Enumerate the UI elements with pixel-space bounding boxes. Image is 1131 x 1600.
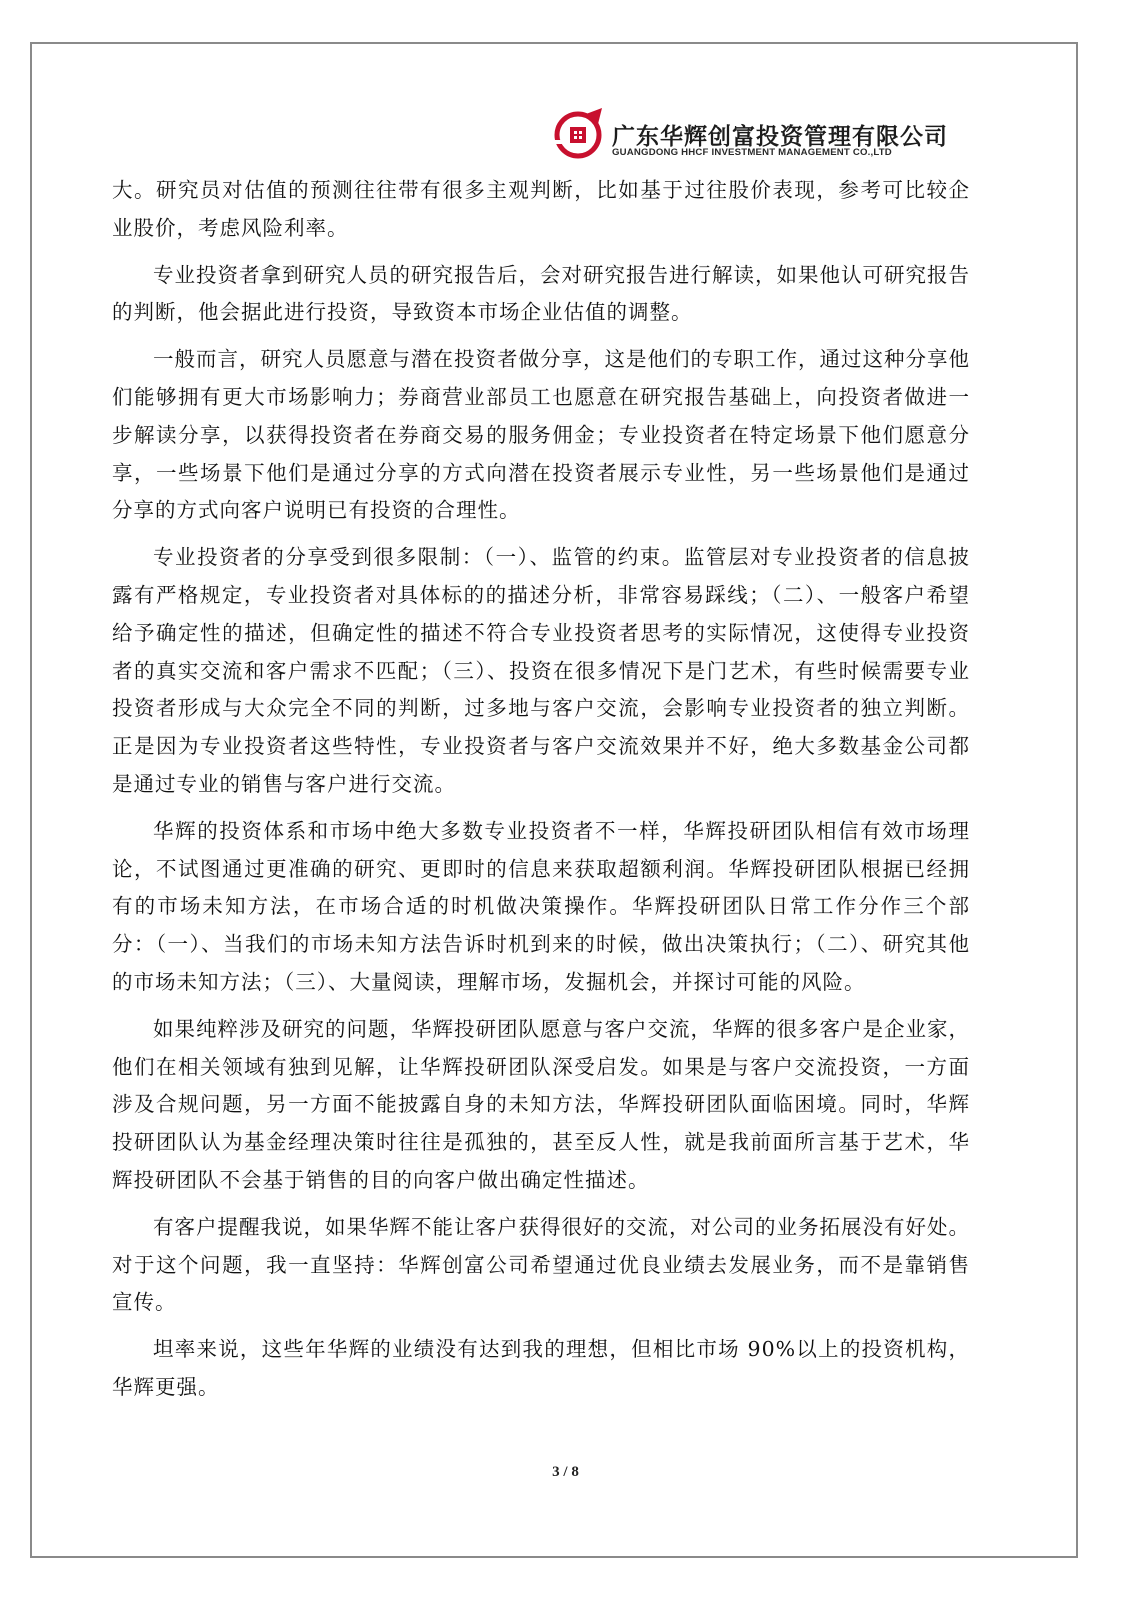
paragraph: 专业投资者的分享受到很多限制：（一）、监管的约束。监管层对专业投资者的信息披露有严格规定，专业投资者对具体标的的描述分析，非常容易踩线；（二）、一般客户希望给予确定性的描述，但确定性的描述不符合专业投资者思考的实际情况，这使得专业投资者的真实交流和客户需求不匹配；（三）、投资在很多情况下是门艺术，有些时候需要专业投资者形成与大众完全不同的判断，过多地与客户交流，会影响专业投资者的独立判断。正是因为专业投资者这些特性，专业投资者与客户交流效果并不好，绝大多数基金公司都是通过专业的销售与客户进行交流。 bbox=[112, 545, 970, 796]
company-name-en: GUANGDONG HHCF INVESTMENT MANAGEMENT CO.,LTD bbox=[612, 147, 892, 158]
paragraph: 有客户提醒我说，如果华辉不能让客户获得很好的交流，对公司的业务拓展没有好处。对于这个问题，我一直坚持：华辉创富公司希望通过优良业绩去发展业务，而不是靠销售宣传。 bbox=[112, 1214, 970, 1315]
paragraph: 一般而言，研究人员愿意与潜在投资者做分享，这是他们的专职工作，通过这种分享他们能够拥有更大市场影响力；券商营业部员工也愿意在研究报告基础上，向投资者做进一步解读分享，以获得投资者在券商交易的服务佣金；专业投资者在特定场景下他们愿意分享，一些场景下他们是通过分享的方式向潜在投资者展示专业性，另一些场景他们是通过分享的方式向客户说明已有投资的合理性。 bbox=[112, 347, 970, 523]
hhcf-logo-icon bbox=[552, 104, 610, 162]
paragraph: 大。研究员对估值的预测往往带有很多主观判断，比如基于过往股价表现，参考可比较企业股价，考虑风险利率。 bbox=[112, 178, 970, 240]
paragraph: 如果纯粹涉及研究的问题，华辉投研团队愿意与客户交流，华辉的很多客户是企业家，他们在相关领域有独到见解，让华辉投研团队深受启发。如果是与客户交流投资，一方面涉及合规问题，另一方面不能披露自身的未知方法，华辉投研团队面临困境。同时，华辉投研团队认为基金经理决策时往往是孤独的，甚至反人性，就是我前面所言基于艺术，华辉投研团队不会基于销售的目的向客户做出确定性描述。 bbox=[112, 1016, 970, 1192]
document-header bbox=[552, 100, 952, 170]
paragraph: 华辉的投资体系和市场中绝大多数专业投资者不一样，华辉投研团队相信有效市场理论，不试图通过更准确的研究、更即时的信息来获取超额利润。华辉投研团队根据已经拥有的市场未知方法，在市场合适的时机做决策操作。华辉投研团队日常工作分作三个部分：（一）、当我们的市场未知方法告诉时机到来的时候，做出决策执行；（二）、研究其他的市场未知方法；（三）、大量阅读，理解市场，发掘机会，并探讨可能的风险。 bbox=[112, 818, 970, 994]
paragraph: 坦率来说，这些年华辉的业绩没有达到我的理想，但相比市场 90%以上的投资机构，华辉更强。 bbox=[112, 1337, 970, 1399]
page-number: 3 / 8 bbox=[552, 1464, 579, 1480]
company-name-cn: 广东华辉创富投资管理有限公司 bbox=[612, 124, 948, 150]
document-body bbox=[112, 172, 970, 1416]
paragraph: 专业投资者拿到研究人员的研究报告后，会对研究报告进行解读，如果他认可研究报告的判断，他会据此进行投资，导致资本市场企业估值的调整。 bbox=[112, 262, 970, 325]
